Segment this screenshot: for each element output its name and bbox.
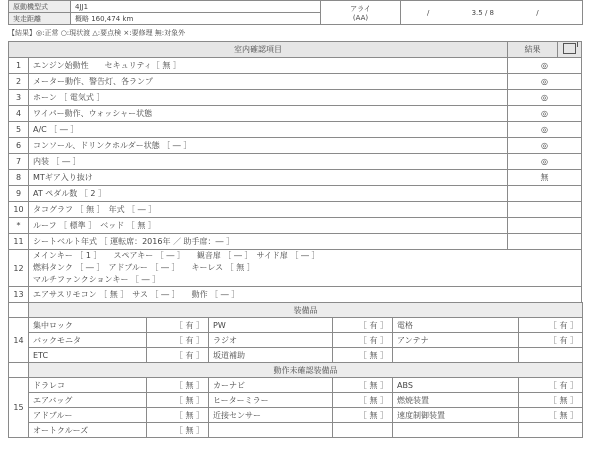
equipment-value: ［ 有 ］: [333, 333, 393, 348]
table-row: [9, 138, 582, 154]
row-item: ルーフ ［ 標準 ］ ベッド ［ 無 ］: [29, 218, 508, 234]
table-row: [9, 408, 583, 423]
row-result: [508, 234, 582, 250]
equipment-value: ［ 有 ］: [519, 318, 583, 333]
equipment-name: PW: [209, 318, 333, 333]
row-result: [508, 186, 582, 202]
equipment-title: 装備品: [29, 303, 583, 318]
row-number: 4: [9, 106, 29, 122]
header-table: [8, 0, 583, 25]
row-result: 無: [508, 170, 582, 186]
row-item: ホーン ［ 電気式 ］: [29, 90, 508, 106]
group-number: 15: [9, 378, 29, 438]
equipment-table: [8, 302, 583, 438]
export-icon: [563, 43, 576, 54]
key-line-3: マルチファンクションキー ［ ― ］: [33, 275, 161, 284]
equipment-name: カーナビ: [209, 378, 333, 393]
row-result: [508, 218, 582, 234]
row-number: 12: [9, 250, 29, 287]
row-item: ワイパー動作、ウォッシャー状態: [29, 106, 508, 122]
mileage-label: 実走距離: [9, 13, 71, 25]
row-item: MTギア入り抜け: [29, 170, 508, 186]
result-legend: 【結果】◎:正常 ○:現状渡 △:要点検 ×:要修理 無:対象外: [8, 29, 186, 37]
equipment-value: ［ 無 ］: [147, 378, 209, 393]
tire-label: アライ: [350, 4, 371, 13]
key-info-cell: [29, 250, 582, 287]
table-row: [9, 234, 582, 250]
row-item: 内装 ［ ― ］: [29, 154, 508, 170]
model-label: 原動機型式: [9, 1, 71, 13]
table-row: [9, 122, 582, 138]
row-item: エアサスリモコン ［ 無 ］ サス ［ ― ］ 動作 ［ ― ］: [29, 287, 582, 303]
row-result: ◎: [508, 58, 582, 74]
row-result: [508, 202, 582, 218]
table-row: [9, 90, 582, 106]
row-number: 2: [9, 74, 29, 90]
row-item: シートベルト年式 ［ 運転席：2016年 ／ 助手席：― ］: [29, 234, 508, 250]
row-number: 7: [9, 154, 29, 170]
table-row: [9, 348, 583, 363]
table-row: [9, 202, 582, 218]
row-item: AT ペダル数 ［ 2 ］: [29, 186, 508, 202]
row-item: タコグラフ ［ 無 ］ 年式 ［ ― ］: [29, 202, 508, 218]
row-result: ◎: [508, 74, 582, 90]
tire-cell: [321, 1, 401, 25]
equipment-name: バックモニタ: [29, 333, 147, 348]
table-row: [9, 58, 582, 74]
mark-1: /: [427, 8, 430, 17]
row-number: 1: [9, 58, 29, 74]
key-line-1: メインキー ［ 1 ］ スペアキー ［ ― ］ 観音扉 ［ ― ］ サイド扉 ［ ― ］: [33, 251, 320, 260]
key-line-2: 燃料タンク ［ ― ］ アドブルー ［ ― ］ キーレス ［ 無 ］: [33, 263, 255, 272]
equipment-name: 集中ロック: [29, 318, 147, 333]
row-number: 10: [9, 202, 29, 218]
equipment-value: ［ 無 ］: [147, 408, 209, 423]
table-row: [9, 154, 582, 170]
row-result: ◎: [508, 154, 582, 170]
equipment-name: 電格: [393, 318, 519, 333]
row-item: A/C ［ ― ］: [29, 122, 508, 138]
equipment-value: ［ 無 ］: [519, 408, 583, 423]
equipment-name: 坂道補助: [209, 348, 333, 363]
equipment-value: ［ 無 ］: [333, 348, 393, 363]
equipment-name: ETC: [29, 348, 147, 363]
export-button[interactable]: [558, 42, 582, 58]
row-number: *: [9, 218, 29, 234]
equipment-name: オートクルーズ: [29, 423, 147, 438]
equipment-name: [393, 423, 519, 438]
table-row: [9, 218, 582, 234]
equipment-value: [333, 423, 393, 438]
mark-2: /: [536, 8, 539, 17]
table-row: [9, 186, 582, 202]
equipment-value: ［ 無 ］: [333, 393, 393, 408]
equipment-name: ドラレコ: [29, 378, 147, 393]
equipment-value: [519, 348, 583, 363]
equipment-value: [519, 423, 583, 438]
row-result: ◎: [508, 106, 582, 122]
row-number: 13: [9, 287, 29, 303]
equipment-name: ラジオ: [209, 333, 333, 348]
row-result: ◎: [508, 122, 582, 138]
table-row: [9, 393, 583, 408]
row-result: ◎: [508, 90, 582, 106]
equipment-value: ［ 無 ］: [333, 378, 393, 393]
ratio-value: 3.5 / 8: [471, 8, 494, 17]
equipment-value: ［ 有 ］: [519, 378, 583, 393]
row-number: 5: [9, 122, 29, 138]
equipment-value: ［ 有 ］: [147, 348, 209, 363]
equipment-name: ABS: [393, 378, 519, 393]
table-row: [9, 106, 582, 122]
row-item: エンジン始動性 セキュリティ［ 無 ］: [29, 58, 508, 74]
equipment-name: アドブルー: [29, 408, 147, 423]
equipment-name: 燃焼装置: [393, 393, 519, 408]
equipment-name: [209, 423, 333, 438]
tire-values: [401, 1, 583, 25]
equipment-value: ［ 無 ］: [333, 408, 393, 423]
equipment-name: 近接センサー: [209, 408, 333, 423]
row-number: 11: [9, 234, 29, 250]
table-row: [9, 74, 582, 90]
row-item: コンソール、ドリンクホルダー状態 ［ ― ］: [29, 138, 508, 154]
equipment-value: ［ 有 ］: [147, 333, 209, 348]
equipment-name: エアバッグ: [29, 393, 147, 408]
result-header: 結果: [508, 42, 558, 58]
equipment-name: 速度制御装置: [393, 408, 519, 423]
equipment-value: ［ 無 ］: [147, 393, 209, 408]
row-item: メーター動作、警告灯、各ランプ: [29, 74, 508, 90]
row-number: 9: [9, 186, 29, 202]
equipment-name: ヒーターミラー: [209, 393, 333, 408]
tire-sub: (AA): [352, 13, 369, 22]
model-value: 4JJ1: [71, 1, 321, 13]
group-number: 14: [9, 318, 29, 363]
equipment-value: ［ 有 ］: [333, 318, 393, 333]
section-title: 室内確認項目: [9, 42, 508, 58]
row-number: 6: [9, 138, 29, 154]
equipment-name: [393, 348, 519, 363]
row-number: 3: [9, 90, 29, 106]
equipment-value: ［ 有 ］: [147, 318, 209, 333]
table-row: [9, 333, 583, 348]
mileage-value: 概略 160,474 km: [71, 13, 321, 25]
row-result: ◎: [508, 138, 582, 154]
table-row: [9, 423, 583, 438]
unverified-title: 動作未確認装備品: [29, 363, 583, 378]
equipment-value: ［ 無 ］: [519, 393, 583, 408]
inspection-sheet: [8, 0, 582, 438]
row-number: 8: [9, 170, 29, 186]
interior-check-table: [8, 41, 582, 303]
table-row: [9, 378, 583, 393]
table-row: [9, 170, 582, 186]
equipment-value: ［ 無 ］: [147, 423, 209, 438]
equipment-name: アンテナ: [393, 333, 519, 348]
equipment-value: ［ 有 ］: [519, 333, 583, 348]
table-row: [9, 318, 583, 333]
